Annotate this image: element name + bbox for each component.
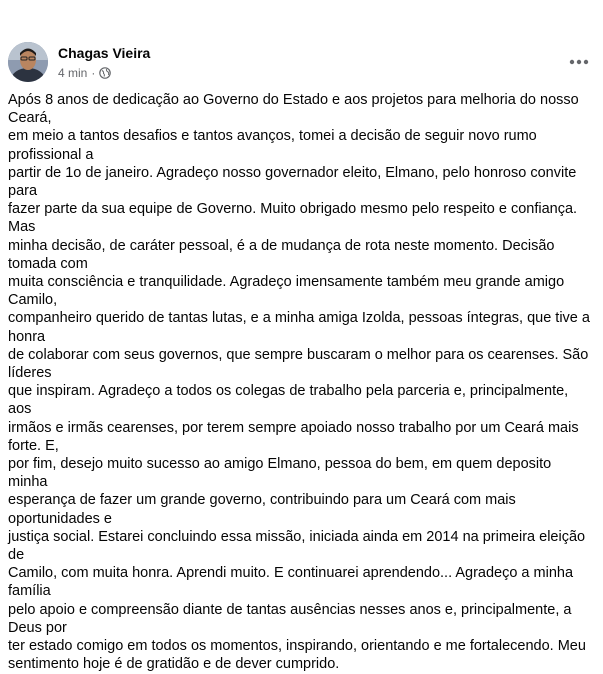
globe-icon[interactable]	[99, 67, 111, 79]
more-options-icon	[569, 59, 589, 65]
post-header	[8, 42, 593, 84]
author-name[interactable]: Chagas Vieira	[58, 45, 151, 61]
post-body-text: Após 8 anos de dedicação ao Governo do Estado e aos projetos para melhoria do nosso Ceará, em meio a tantos desafios e tantos avanços, tomei a decisão de seguir novo rumo profissional a partir de 1o de janeiro. Agradeço nosso governador eleito, Elmano, pelo honroso convite para fazer parte da sua equipe de Governo. Muito obrigado mesmo pelo respeito e confiança. Mas minha decisão, de caráter pessoal, é a de mudança de rota neste momento. Decisão tomada com muita consciência e tranquilidade. Agradeço imensamente também meu grande amigo Camilo, companheiro querido de tantas lutas, e a minha amiga Izolda, pessoas íntegras, que tive a honra de colaborar com seus governos, que sempre buscaram o melhor para os cearenses. São líderes que inspiram. Agradeço a todos os colegas de trabalho pela parceria e, principalmente, aos irmãos e irmãs cearenses, por terem sempre apoiado nosso trabalho por um Ceará mais forte. E, por fim, desejo muito sucesso ao amigo Elmano, pessoa do bem, em quem deposito minha esperança de fazer um grande governo, contribuindo para um Ceará com mais oportunidades e justiça social. Estarei concluindo essa missão, iniciada ainda em 2014 na primeira eleição de Camilo, com muita honra. Aprendi muito. E continuarei aprendendo... Agradeço a minha família pelo apoio e compreensão diante de tantas ausências nesses anos e, principalmente, a Deus por ter estado comigo em todos os momentos, inspirando, orientando e me fortalecendo. Meu sentimento hoje é de gratidão e de dever cumprido.	[8, 92, 590, 673]
post-meta	[58, 66, 111, 80]
avatar-image	[8, 42, 48, 82]
avatar[interactable]	[8, 42, 48, 82]
more-options-button[interactable]	[565, 48, 593, 76]
meta-separator: ·	[91, 66, 96, 80]
post-time[interactable]: 4 min	[58, 66, 88, 80]
